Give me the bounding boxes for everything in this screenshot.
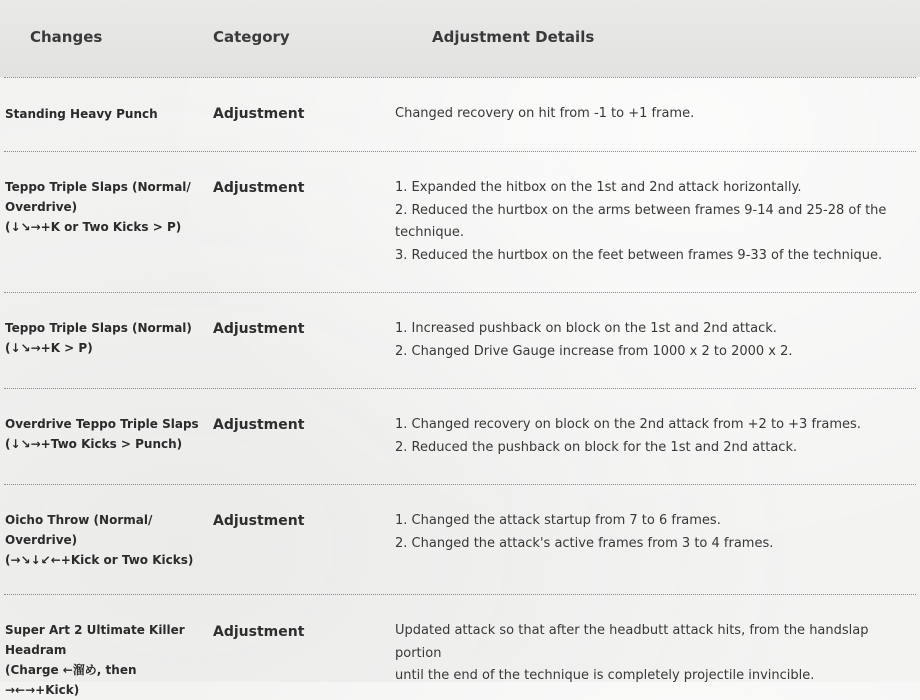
change-name <box>5 318 200 358</box>
category-label: Adjustment <box>213 624 305 640</box>
row-divider <box>4 151 916 152</box>
change-name <box>5 620 200 700</box>
change-name-input-notation: (↓↘→+Two Kicks > Punch) <box>5 437 183 451</box>
row-divider <box>4 77 916 78</box>
header-adjustment-details: Adjustment Details <box>432 28 595 46</box>
change-name-line: Standing Heavy Punch <box>5 107 158 121</box>
change-name-line: Super Art 2 Ultimate Killer <box>5 623 185 637</box>
change-name-input-notation: (↓↘→+K > P) <box>5 341 93 355</box>
detail-line: 1. Expanded the hitbox on the 1st and 2nd attack horizontally. <box>395 180 802 195</box>
detail-line: 1. Increased pushback on block on the 1st and 2nd attack. <box>395 321 777 336</box>
category-label: Adjustment <box>213 321 305 337</box>
category-label: Adjustment <box>213 180 305 196</box>
category-label: Adjustment <box>213 106 305 122</box>
change-name-line: Overdrive Teppo Triple Slaps <box>5 417 199 431</box>
row-divider <box>4 594 916 595</box>
row-divider <box>4 484 916 485</box>
change-name <box>5 104 200 124</box>
change-name-line: Teppo Triple Slaps (Normal) <box>5 321 192 335</box>
change-name <box>5 510 200 570</box>
detail-line: 2. Changed Drive Gauge increase from 1000 x 2 to 2000 x 2. <box>395 343 793 359</box>
change-name-line: Overdrive) <box>5 200 78 214</box>
category-label: Adjustment <box>213 417 305 433</box>
row-divider <box>4 388 916 389</box>
change-name-input-notation: (↓↘→+K or Two Kicks > P) <box>5 220 182 234</box>
change-name-line: Headram <box>5 643 67 657</box>
adjustment-details <box>395 510 895 555</box>
header-category: Category <box>213 28 290 46</box>
change-name-input-notation: (→↘↓↙←+Kick or Two Kicks) <box>5 553 194 567</box>
detail-line: Changed recovery on hit from -1 to +1 frame. <box>395 106 695 121</box>
change-name <box>5 414 200 454</box>
adjustment-details <box>395 318 895 363</box>
adjustment-details <box>395 103 895 126</box>
row-divider <box>4 292 916 293</box>
change-name-input-notation: (Charge ←溜め, then →←→+Kick) <box>5 663 137 697</box>
detail-line: technique. <box>395 225 464 240</box>
category-label: Adjustment <box>213 513 305 529</box>
table-header <box>0 0 920 77</box>
detail-line: 1. Changed the attack startup from 7 to 6 frames. <box>395 513 721 528</box>
change-name-line: Oicho Throw (Normal/ <box>5 513 153 527</box>
detail-line: until the end of the technique is completely projectile invincible. <box>395 668 815 683</box>
change-name-line: Teppo Triple Slaps (Normal/ <box>5 180 191 194</box>
detail-line: 2. Changed the attack's active frames from 3 to 4 frames. <box>395 535 774 551</box>
change-name-line: Overdrive) <box>5 533 78 547</box>
change-name <box>5 177 200 237</box>
adjustment-details <box>395 620 895 688</box>
detail-line: 2. Reduced the hurtbox on the arms between frames 9-14 and 25-28 of the <box>395 202 887 218</box>
detail-line: Updated attack so that after the headbutt attack hits, from the handslap portion <box>395 623 869 661</box>
adjustment-details <box>395 177 895 267</box>
header-changes: Changes <box>30 28 103 46</box>
adjustment-details <box>395 414 895 459</box>
detail-line: 3. Reduced the hurtbox on the feet between frames 9-33 of the technique. <box>395 247 883 263</box>
detail-line: 1. Changed recovery on block on the 2nd attack from +2 to +3 frames. <box>395 417 861 432</box>
detail-line: 2. Reduced the pushback on block for the 1st and 2nd attack. <box>395 439 798 455</box>
